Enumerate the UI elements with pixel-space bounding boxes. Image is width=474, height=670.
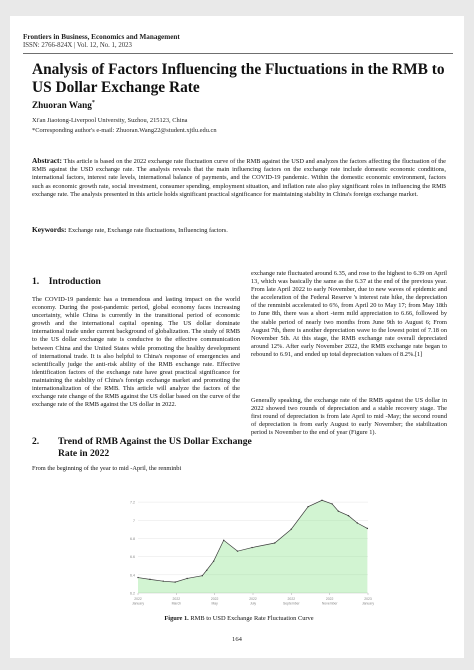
abstract-label: Abstract:: [32, 156, 62, 165]
rate-point: [149, 579, 150, 580]
figure-caption-label: Figure 1.: [164, 615, 189, 622]
x-tick-year: 2023: [364, 597, 372, 601]
section-2-number: 2.: [32, 436, 40, 447]
exchange-rate-chart: [118, 487, 376, 611]
rate-point: [357, 522, 358, 523]
x-tick-month: July: [249, 601, 257, 606]
rate-point: [163, 580, 164, 581]
figure-caption-text: RMB to USD Exchange Rate Fluctuation Curve: [190, 615, 314, 622]
x-tick-month: March: [171, 601, 182, 606]
keywords-text: Exchange rate, Exchange rate fluctuations, Influencing factors.: [68, 227, 228, 234]
page-number: 164: [232, 636, 242, 643]
section-1-title: Introduction: [48, 276, 101, 287]
rate-area-fill: [138, 500, 367, 593]
rate-point: [338, 510, 339, 511]
right-column-paragraph-1: exchange rate fluctuated around 6.35, and rose to the highest to 6.39 on April 13, which was basically the same as the 6.37 at the end of the previous year. From late April 2022 to early November, due to new waves of epidemic and the acceleration of the Federal Reserve 's interest rate hike, the depreciation of the renminbi accelerated to 6%, from April 20 to May 17; from May 18th to June 8th, there was a short -term mild appreciation to 6.66, followed by the stable period of nearly two months from June 9th to August 6; From August 7th, there is another depreciation wave to the lowest point of 7.18 on November 5th. At this stage, the RMB exchange rate overall depreciated around 12%. After early November 2022, the RMB exchange rate began to rebound to 6.91, and ended up total depreciation values of 8.2%.[1]: [251, 270, 447, 358]
corresponding-email: *Corresponding author's e-mail: Zhuoran.Wang22@student.xjtlu.edu.cn: [32, 127, 217, 134]
rate-point: [307, 506, 308, 507]
header-divider: [23, 53, 453, 54]
keywords: [32, 225, 446, 234]
section-1-heading: [32, 276, 101, 287]
x-tick-month: September: [283, 601, 300, 606]
paper-page: [10, 16, 464, 658]
x-tick-year: 2022: [134, 597, 142, 601]
paper-title: Analysis of Factors Influencing the Fluctuations in the RMB to US Dollar Exchange Rate: [32, 61, 445, 96]
rate-point: [137, 577, 138, 578]
rate-point: [237, 550, 238, 551]
y-tick-label: 6.4: [130, 573, 135, 578]
y-tick-label: 7.2: [130, 500, 135, 505]
abstract-text: This article is based on the 2022 exchange rate fluctuation curve of the RMB against the USD and analyzes the factors affecting the fluctuation of the RMB against the USD exchange rate. The analysis reveals that the main influencing factors on the exchange rate include domestic economic conditions, international factors, interest rate levels, international balance of payments, and the COVID-19 pandemic. Within the domestic economic environment, factors such as economic growth rate, social investment, consumer spending, employment situation, and inflation rate also play significant roles in influencing the RMB exchange rate. The analysis presented in this article holds significant practical significance for maintaining stability in China's foreign exchange market.: [32, 158, 446, 198]
rate-point: [367, 528, 368, 529]
y-tick-label: 6.2: [130, 591, 135, 596]
author-name: [32, 100, 95, 110]
rate-point: [202, 575, 203, 576]
rate-point: [290, 529, 291, 530]
journal-name: Frontiers in Business, Economics and Management: [23, 33, 180, 41]
x-tick-month: January: [361, 601, 375, 606]
journal-issn: ISSN: 2766-824X | Vol. 12, No. 1, 2023: [23, 42, 132, 49]
rate-point: [251, 547, 252, 548]
rate-point: [274, 542, 275, 543]
author-affiliation: Xi'an Jiaotong-Liverpool University, Suzhou, 215123, China: [32, 117, 188, 124]
section-1-number: 1.: [32, 276, 40, 287]
x-tick-month: November: [321, 601, 338, 606]
rate-point: [186, 578, 187, 579]
rate-point: [206, 570, 207, 571]
keywords-label: Keywords:: [32, 225, 67, 234]
author-name-text: Zhuoran Wang: [32, 100, 92, 111]
rate-point: [174, 581, 175, 582]
x-tick-month: January: [131, 601, 145, 606]
y-tick-label: 6.8: [130, 536, 135, 541]
section-2-paragraph: From the beginning of the year to mid -April, the renminbi: [32, 465, 182, 472]
author-mark: *: [91, 100, 95, 106]
rate-point: [331, 503, 332, 504]
y-tick-label: 6.6: [130, 555, 135, 560]
x-tick-year: 2022: [172, 597, 181, 601]
x-tick-year: 2022: [210, 597, 219, 601]
x-tick-month: May: [211, 601, 218, 606]
figure-caption: [32, 615, 446, 622]
abstract: [32, 157, 446, 199]
x-tick-year: 2022: [325, 597, 334, 601]
x-tick-year: 2022: [287, 597, 296, 601]
y-tick-label: 7: [133, 518, 135, 523]
section-2-title: Trend of RMB Against the US Dollar Exchange Rate in 2022: [58, 436, 252, 459]
x-tick-year: 2022: [249, 597, 257, 601]
rate-point: [348, 515, 349, 516]
rate-point: [223, 540, 224, 541]
section-1-paragraph: The COVID-19 pandemic has a tremendous and lasting impact on the world economy. During the post-pandemic period, global economy faces increasing uncertainty, while China is currently in the transitional period of economic growth and the international capital opening. The US dollar dominate international trade under current background of globalization. The study of RMB to the US dollar exchange rate is conducive to the effective communication between China and the United States while promoting the healthy development of international trade. It is also helpful to China's response of emergencies and scientifically judge the anti-risk ability of the RMB exchange rate. Effective identification factors of the exchange rate have great practical significance for maintaining the stability of China's foreign exchange market and promoting the internationalization of the RMB. This article will analyze the factors of the exchange rate change of the RMB against the US dollar based on the curve of the exchange rate of the RMB against the US dollar in 2022.: [32, 296, 240, 409]
rate-point: [213, 560, 214, 561]
rate-point: [321, 500, 322, 501]
right-column-paragraph-2: Generally speaking, the exchange rate of the RMB against the US dollar in 2022 showed two rounds of depreciation and a stable recovery stage. The first round of depreciation is from late April to mid -May; the second round of depreciation is from early August to early November; the stabilization period is November to the end of year (Figure 1).: [251, 397, 447, 437]
